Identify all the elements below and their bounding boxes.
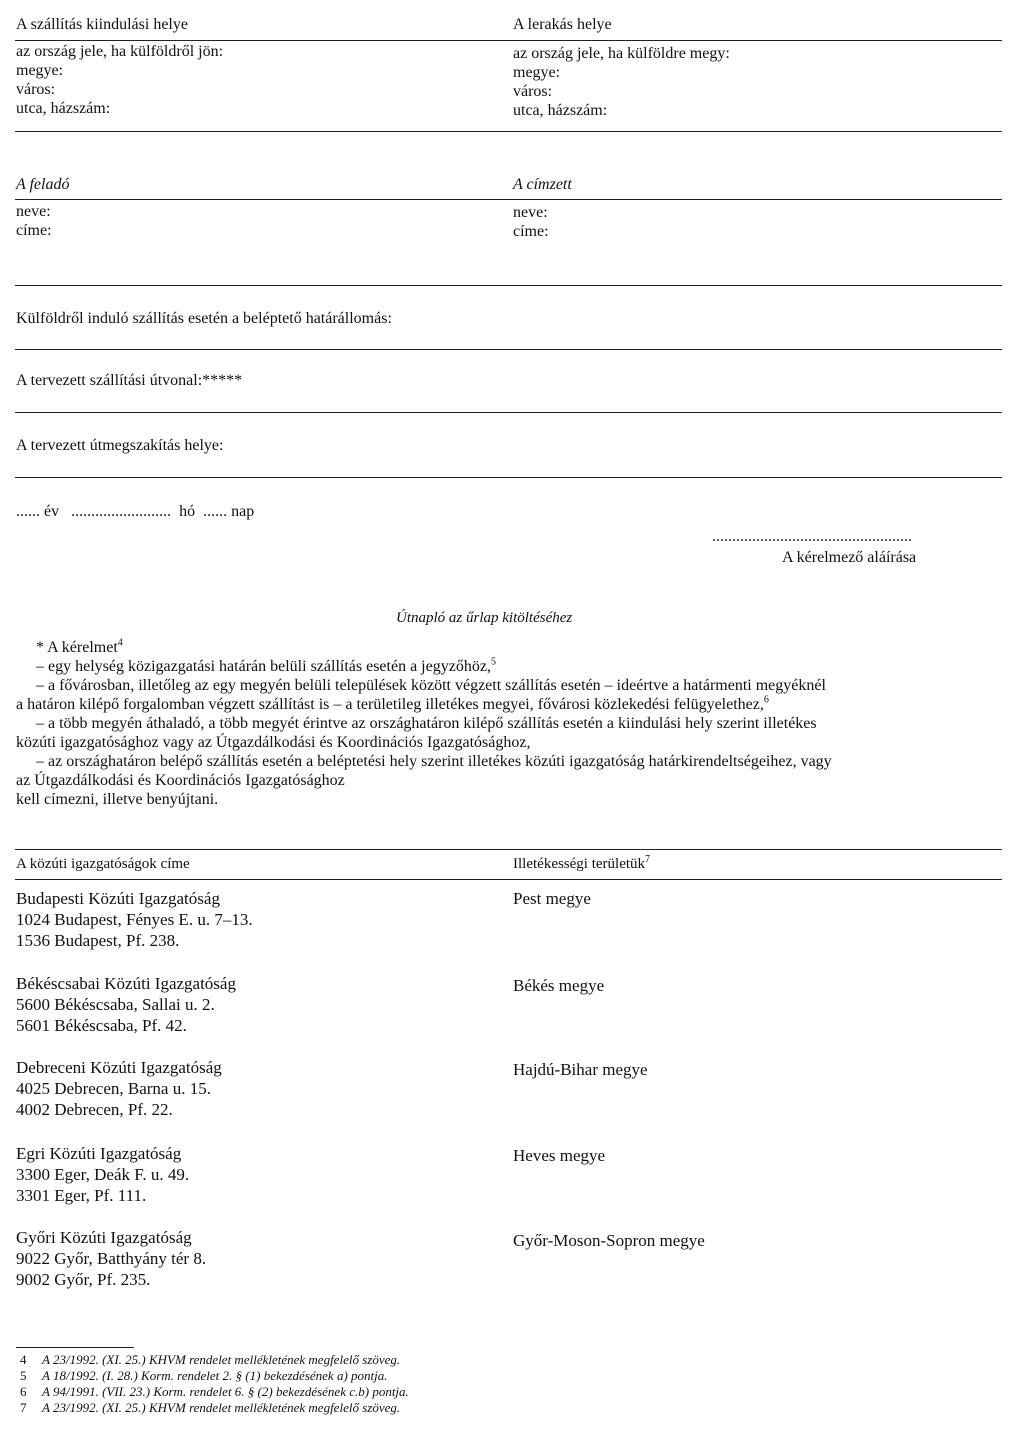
office-area: Békés megye — [513, 976, 605, 995]
divider — [15, 40, 1002, 41]
date-day-field[interactable]: ...... nap — [203, 503, 255, 520]
footnote-separator — [16, 1347, 134, 1348]
date-line — [16, 502, 254, 521]
footnote-ref: 7 — [645, 854, 651, 865]
recipient-name-field[interactable]: neve: — [513, 204, 548, 221]
sender-heading: A feladó — [16, 176, 70, 193]
origin-fields — [16, 42, 223, 118]
dest-county-field[interactable]: megye: — [513, 64, 561, 81]
directory-entry — [16, 1057, 222, 1120]
divider — [15, 199, 1002, 200]
office-address: 1024 Budapest, Fényes E. u. 7–13. — [16, 910, 253, 929]
divider — [15, 879, 1002, 880]
sender-name-field[interactable]: neve: — [16, 203, 51, 220]
office-name: Békéscsabai Közúti Igazgatóság — [16, 974, 236, 993]
office-name: Egri Közúti Igazgatóság — [16, 1144, 182, 1163]
office-address: 5600 Békéscsaba, Sallai u. 2. — [16, 995, 215, 1014]
guide-paragraph: – a több megyén áthaladó, a több megyét érintve az országhatáron kilépő szállítás esetén a kiindulási hely szerint illetékes — [36, 715, 817, 732]
guide-intro: * A kérelmet — [36, 639, 118, 656]
sender-address-field[interactable]: címe: — [16, 222, 52, 239]
footnote: 5 A 18/1992. (I. 28.) Korm. rendelet 2. § (1) bekezdésének a) pontja. — [20, 1368, 388, 1383]
office-name: Budapesti Közúti Igazgatóság — [16, 889, 220, 908]
divider — [15, 477, 1002, 478]
office-po-box: 5601 Békéscsaba, Pf. 42. — [16, 1016, 187, 1035]
office-area: Pest megye — [513, 889, 591, 908]
recipient-heading: A címzett — [513, 176, 572, 193]
planned-route-field[interactable]: A tervezett szállítási útvonal:***** — [16, 372, 243, 389]
signature-line[interactable]: .................................................. — [712, 528, 912, 545]
planned-stop-field[interactable]: A tervezett útmegszakítás helye: — [16, 437, 224, 454]
dest-street-field[interactable]: utca, házszám: — [513, 102, 608, 119]
footnote: 7 A 23/1992. (XI. 25.) KHVM rendelet mellékletének megfelelő szöveg. — [20, 1400, 401, 1415]
destination-fields — [513, 44, 730, 120]
recipient-address-field[interactable]: címe: — [513, 223, 549, 240]
date-month-dots[interactable]: ......................... — [71, 503, 172, 520]
date-year-field[interactable]: ...... év — [16, 503, 60, 520]
guide-paragraph: közúti igazgatósághoz vagy az Útgazdálkodási és Koordinációs Igazgatósághoz, — [16, 734, 531, 751]
origin-heading: A szállítás kiindulási helye — [16, 16, 188, 33]
divider — [15, 849, 1002, 850]
office-address: 9022 Győr, Batthyány tér 8. — [16, 1249, 207, 1268]
directory-entry — [16, 973, 236, 1036]
footnote-ref: 5 — [490, 656, 496, 668]
office-area: Hajdú-Bihar megye — [513, 1060, 648, 1079]
dest-city-field[interactable]: város: — [513, 83, 553, 100]
guide-paragraph: – egy helység közigazgatási határán belüli szállítás esetén a jegyzőhöz, — [36, 658, 491, 675]
guide-paragraph: – az országhatáron belépő szállítás esetén a beléptetési hely szerint illetékes közúti igazgatóság határkirendeltségeihez, vagy — [36, 753, 832, 770]
office-po-box: 4002 Debrecen, Pf. 22. — [16, 1100, 173, 1119]
sender-fields — [16, 202, 52, 240]
directory-entry — [16, 1227, 206, 1290]
dest-country-field[interactable]: az ország jele, ha külföldre megy: — [513, 45, 730, 62]
destination-heading: A lerakás helye — [513, 16, 612, 33]
office-name: Győri Közúti Igazgatóság — [16, 1228, 192, 1247]
footnote-ref: 4 — [117, 637, 123, 649]
guide-text — [16, 638, 832, 809]
footnote: 4 A 23/1992. (XI. 25.) KHVM rendelet mellékletének megfelelő szöveg. — [20, 1352, 401, 1367]
origin-country-field[interactable]: az ország jele, ha külföldről jön: — [16, 43, 224, 60]
office-area: Győr-Moson-Sopron megye — [513, 1231, 705, 1250]
origin-street-field[interactable]: utca, házszám: — [16, 100, 111, 117]
office-po-box: 3301 Eger, Pf. 111. — [16, 1186, 147, 1205]
origin-city-field[interactable]: város: — [16, 81, 56, 98]
date-month-label: hó — [179, 503, 196, 520]
footnotes — [20, 1352, 409, 1416]
directory-col-area: Illetékességi területük$^7$ — [513, 854, 651, 872]
signature-label: A kérelmező aláírása — [782, 549, 917, 566]
divider — [15, 285, 1002, 286]
guide-paragraph: az Útgazdálkodási és Koordinációs Igazgatósághoz — [16, 772, 345, 789]
border-station-field[interactable]: Külföldről induló szállítás esetén a beléptető határállomás: — [16, 310, 392, 327]
origin-county-field[interactable]: megye: — [16, 62, 64, 79]
office-address: 4025 Debrecen, Barna u. 15. — [16, 1079, 211, 1098]
directory-entry — [16, 1143, 189, 1206]
office-name: Debreceni Közúti Igazgatóság — [16, 1058, 222, 1077]
directory-col-address: A közúti igazgatóságok címe — [16, 856, 190, 872]
recipient-fields — [513, 203, 549, 241]
directory-entry — [16, 888, 253, 951]
guide-closing: kell címezni, illetve benyújtani. — [16, 791, 219, 808]
divider — [15, 412, 1002, 413]
divider — [15, 349, 1002, 350]
office-po-box: 1536 Budapest, Pf. 238. — [16, 931, 180, 950]
divider — [15, 131, 1002, 132]
guide-paragraph: a határon kilépő forgalomban végzett szállítást is – a területileg illetékes megyei, fővárosi közlekedési felügyelethez, — [16, 696, 764, 713]
office-area: Heves megye — [513, 1146, 606, 1165]
footnote: 6 A 94/1991. (VII. 23.) Korm. rendelet 6. § (2) bekezdésének c.b) pontja. — [20, 1384, 409, 1399]
guide-title: Útnapló az űrlap kitöltéséhez — [396, 610, 573, 626]
office-address: 3300 Eger, Deák F. u. 49. — [16, 1165, 190, 1184]
office-po-box: 9002 Győr, Pf. 235. — [16, 1270, 151, 1289]
footnote-ref: 6 — [763, 694, 769, 706]
guide-paragraph: – a fővárosban, illetőleg az egy megyén belüli települések között végzett szállítás esetén – ideértve a határmenti megyéknél — [36, 677, 826, 694]
